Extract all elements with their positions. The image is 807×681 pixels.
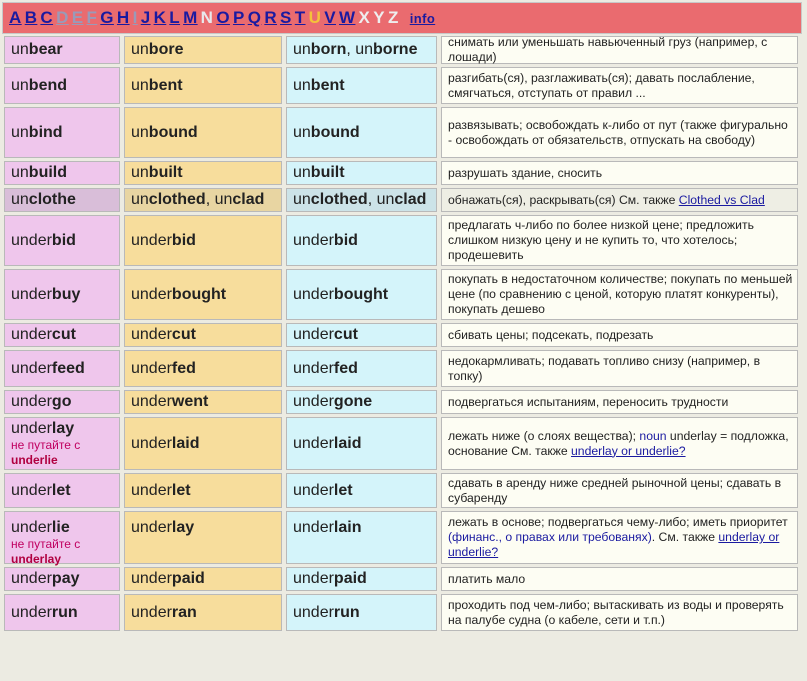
past-participle-cell bbox=[286, 567, 437, 591]
translation-text: развязывать; освобождать к-либо от пут (также фигурально - освобождать от обязательств, отпускать на свободу) bbox=[448, 117, 788, 147]
verb-root: paid bbox=[171, 570, 205, 587]
verb-forms: unborn, unborne bbox=[293, 41, 418, 58]
verb-root: clothed bbox=[148, 191, 206, 208]
past-participle-cell bbox=[286, 269, 437, 320]
verb-root: bent bbox=[148, 76, 183, 94]
verb-forms: unbuilt bbox=[131, 164, 183, 181]
infinitive-cell bbox=[4, 36, 120, 64]
table-row bbox=[2, 350, 804, 390]
translation-cell bbox=[441, 594, 798, 631]
translation-cell bbox=[441, 390, 798, 414]
verb-root: bound bbox=[310, 123, 360, 141]
past-participle-cell bbox=[286, 390, 437, 414]
table-row bbox=[2, 215, 804, 269]
translation-text: подвергаться испытаниям, переносить трудности bbox=[448, 394, 729, 409]
translation-cell bbox=[441, 350, 798, 387]
past-participle-cell bbox=[286, 350, 437, 387]
past-participle-cell bbox=[286, 36, 437, 64]
table-row bbox=[2, 161, 804, 188]
verb-root: run bbox=[51, 603, 78, 621]
infinitive-cell bbox=[4, 107, 120, 158]
verb-root: cut bbox=[333, 326, 358, 343]
verb-root: bought bbox=[171, 285, 227, 303]
verb-forms: unbear bbox=[11, 41, 63, 58]
verb-forms: underpaid bbox=[131, 570, 205, 587]
verb-root: lay bbox=[51, 419, 75, 437]
translation-text: покупать в недостаточном количестве; покупать по меньшей цене (по сравнению с ценой, которую платят конкуренты), покупать дешево bbox=[448, 272, 793, 316]
table-row bbox=[2, 67, 804, 107]
letter-link-k[interactable]: K bbox=[153, 8, 167, 27]
verb-forms: unbore bbox=[131, 41, 184, 58]
table-row bbox=[2, 390, 804, 417]
info-link[interactable]: info bbox=[409, 10, 436, 26]
translation-cell bbox=[441, 323, 798, 347]
translation-cell bbox=[441, 567, 798, 591]
verb-forms: unbuilt bbox=[293, 164, 345, 181]
past-simple-cell bbox=[124, 417, 282, 470]
table-row bbox=[2, 594, 804, 634]
past-participle-cell bbox=[286, 188, 437, 212]
verb-root: bid bbox=[51, 231, 76, 249]
letter-link-v[interactable]: V bbox=[324, 8, 336, 27]
verb-forms: underlain bbox=[293, 519, 362, 536]
letter-link-p[interactable]: P bbox=[232, 8, 245, 27]
infinitive-cell bbox=[4, 188, 120, 212]
verb-forms: undercut bbox=[293, 326, 358, 343]
past-simple-cell bbox=[124, 567, 282, 591]
verb-forms: underbought bbox=[131, 285, 227, 303]
verb-forms: underfeed bbox=[11, 359, 85, 377]
verb-forms: undercut bbox=[11, 326, 76, 343]
past-simple-cell bbox=[124, 67, 282, 104]
verb-root: borne bbox=[373, 41, 418, 58]
verb-root: feed bbox=[51, 359, 85, 377]
verb-forms: undergone bbox=[293, 393, 373, 410]
past-simple-cell bbox=[124, 390, 282, 414]
verb-forms: underfed bbox=[293, 359, 358, 377]
verb-forms: underlaid bbox=[131, 434, 200, 452]
table-row bbox=[2, 107, 804, 161]
verb-root: went bbox=[171, 393, 209, 410]
letter-link-d[interactable]: D bbox=[56, 8, 69, 27]
verb-forms: underwent bbox=[131, 393, 209, 410]
letter-link-b[interactable]: B bbox=[24, 8, 38, 27]
verb-forms: unbind bbox=[11, 123, 63, 141]
verb-forms: underlay bbox=[131, 519, 195, 536]
table-row bbox=[2, 567, 804, 594]
verb-forms: underlaid bbox=[293, 434, 362, 452]
verb-root: born bbox=[310, 41, 347, 58]
past-simple-cell bbox=[124, 107, 282, 158]
past-simple-cell bbox=[124, 511, 282, 564]
translation-text: снимать или уменьшать навьюченный груз (например, с лошади) bbox=[448, 35, 768, 64]
verb-forms: underlet bbox=[293, 481, 353, 499]
verb-root: bind bbox=[28, 123, 63, 141]
verb-root: fed bbox=[333, 359, 358, 377]
past-participle-cell bbox=[286, 323, 437, 347]
see-also-link[interactable]: underlay or underlie? bbox=[448, 530, 780, 559]
verb-forms: underpay bbox=[11, 570, 80, 587]
past-simple-cell bbox=[124, 36, 282, 64]
see-also-link[interactable]: underlay or underlie? bbox=[571, 443, 686, 458]
letter-link-x: X bbox=[358, 8, 371, 27]
verb-forms: undergo bbox=[11, 393, 72, 410]
past-simple-cell bbox=[124, 473, 282, 508]
verb-forms: underran bbox=[131, 603, 197, 621]
letter-link-n: N bbox=[200, 8, 214, 27]
verb-root: bought bbox=[333, 285, 389, 303]
letter-link-j[interactable]: J bbox=[140, 8, 151, 27]
verb-root: clad bbox=[232, 191, 265, 208]
table-row bbox=[2, 36, 804, 67]
past-simple-cell bbox=[124, 215, 282, 266]
translation-cell bbox=[441, 161, 798, 185]
verb-root: bent bbox=[310, 76, 345, 94]
past-participle-cell bbox=[286, 594, 437, 631]
past-simple-cell bbox=[124, 188, 282, 212]
verb-root: run bbox=[333, 603, 360, 621]
verb-root: bore bbox=[148, 41, 184, 58]
verb-root: clothe bbox=[28, 191, 76, 208]
verb-root: bid bbox=[171, 231, 196, 249]
verb-root: lay bbox=[171, 519, 195, 536]
past-participle-cell bbox=[286, 511, 437, 564]
verb-forms: unclothed, unclad bbox=[293, 191, 427, 208]
verb-root: let bbox=[333, 481, 353, 499]
translation-cell bbox=[441, 473, 798, 508]
letter-link-z: Z bbox=[387, 8, 399, 27]
translation-text: разрушать здание, сносить bbox=[448, 165, 603, 180]
verb-forms: underlet bbox=[131, 481, 191, 499]
letter-link-f[interactable]: F bbox=[86, 8, 98, 27]
confusion-word: underlie bbox=[11, 452, 58, 467]
verb-root: built bbox=[310, 164, 345, 181]
letter-link-g[interactable]: G bbox=[100, 8, 114, 27]
verb-root: laid bbox=[171, 434, 200, 452]
table-row bbox=[2, 188, 804, 215]
confusion-note: не путайте с underlie bbox=[11, 437, 81, 467]
verb-forms: underbid bbox=[11, 231, 76, 249]
verb-forms: underlie bbox=[11, 519, 70, 536]
verb-root: gone bbox=[333, 393, 373, 410]
verb-forms: underlay bbox=[11, 419, 75, 437]
verb-root: built bbox=[148, 164, 183, 181]
grammar-label: noun bbox=[639, 428, 667, 443]
verb-root: paid bbox=[333, 570, 367, 587]
verb-root: laid bbox=[333, 434, 362, 452]
confusion-word: underlay bbox=[11, 552, 62, 566]
verb-root: go bbox=[51, 393, 72, 410]
verb-forms: unbent bbox=[131, 76, 183, 94]
verb-root: ran bbox=[171, 603, 197, 621]
letter-link-l[interactable]: L bbox=[169, 8, 181, 27]
translation-cell bbox=[441, 188, 798, 212]
infinitive-cell bbox=[4, 390, 120, 414]
past-participle-cell bbox=[286, 107, 437, 158]
past-simple-cell bbox=[124, 594, 282, 631]
letter-link-y: Y bbox=[373, 8, 385, 27]
verb-root: let bbox=[171, 481, 191, 499]
irregular-verbs-table bbox=[2, 36, 804, 634]
infinitive-cell bbox=[4, 473, 120, 508]
alphabet-nav bbox=[2, 2, 802, 34]
infinitive-cell bbox=[4, 323, 120, 347]
verb-root: cut bbox=[51, 326, 76, 343]
verb-root: build bbox=[28, 164, 68, 181]
table-row bbox=[2, 269, 804, 323]
verb-forms: underlet bbox=[11, 481, 71, 499]
verb-forms: unbound bbox=[131, 123, 198, 141]
translation-text: недокармливать; подавать топливо снизу (например, в топку) bbox=[448, 353, 761, 383]
verb-root: fed bbox=[171, 359, 196, 377]
table-row bbox=[2, 417, 804, 473]
verb-root: bear bbox=[28, 41, 63, 58]
infinitive-cell bbox=[4, 511, 120, 564]
infinitive-cell bbox=[4, 594, 120, 631]
translation-cell bbox=[441, 511, 798, 564]
letter-link-e[interactable]: E bbox=[71, 8, 84, 27]
verb-root: let bbox=[51, 481, 71, 499]
translation-text: лежать ниже (о слоях вещества); noun underlay = подложка, основание См. также underlay or underlie? bbox=[448, 428, 789, 458]
translation-text: разгибать(ся), разглаживать(ся); давать послабление, смягчаться, отступать от правил ... bbox=[448, 70, 755, 100]
letter-link-c[interactable]: C bbox=[40, 8, 54, 27]
verb-root: clothed bbox=[310, 191, 368, 208]
table-row bbox=[2, 473, 804, 511]
translation-text: проходить под чем-либо; вытаскивать из воды и проверять на палубе судна (о кабеле, сети и т.п.) bbox=[448, 597, 784, 627]
letter-link-m[interactable]: M bbox=[183, 8, 198, 27]
letter-link-u[interactable]: U bbox=[308, 8, 322, 27]
past-participle-cell bbox=[286, 215, 437, 266]
verb-root: bound bbox=[148, 123, 198, 141]
infinitive-cell bbox=[4, 417, 120, 470]
verb-forms: unclothe bbox=[11, 191, 76, 208]
verb-root: bid bbox=[333, 231, 358, 249]
verb-forms: underbought bbox=[293, 285, 389, 303]
past-simple-cell bbox=[124, 323, 282, 347]
grammar-label: (финанс., о правах или требованях) bbox=[448, 530, 652, 544]
letter-link-o[interactable]: O bbox=[216, 8, 230, 27]
table-row bbox=[2, 323, 804, 350]
verb-forms: underrun bbox=[293, 603, 360, 621]
past-simple-cell bbox=[124, 161, 282, 185]
letter-link-s[interactable]: S bbox=[280, 8, 292, 27]
verb-forms: unclothed, unclad bbox=[131, 191, 265, 208]
verb-forms: underbid bbox=[293, 231, 358, 249]
letter-link-t[interactable]: T bbox=[294, 8, 306, 27]
translation-cell bbox=[441, 36, 798, 64]
verb-root: lain bbox=[333, 519, 362, 536]
translation-text: лежать в основе; подвергаться чему-либо; иметь приоритет (финанс., о правах или требованях). См. также underlay or underlie? bbox=[448, 515, 788, 559]
verb-root: clad bbox=[394, 191, 427, 208]
past-participle-cell bbox=[286, 417, 437, 470]
translation-cell bbox=[441, 269, 798, 320]
see-also-link[interactable]: Clothed vs Clad bbox=[678, 192, 765, 207]
verb-forms: underrun bbox=[11, 603, 78, 621]
translation-cell bbox=[441, 107, 798, 158]
verb-root: pay bbox=[51, 570, 80, 587]
verb-forms: unbent bbox=[293, 76, 345, 94]
verb-forms: undercut bbox=[131, 326, 196, 343]
letter-link-q[interactable]: Q bbox=[247, 8, 262, 27]
verb-forms: unbuild bbox=[11, 164, 68, 181]
verb-forms: underpaid bbox=[293, 570, 367, 587]
verb-root: lie bbox=[51, 519, 70, 536]
verb-forms: unbend bbox=[11, 76, 68, 94]
past-participle-cell bbox=[286, 473, 437, 508]
verb-forms: unbound bbox=[293, 123, 360, 141]
translation-cell bbox=[441, 215, 798, 266]
translation-cell bbox=[441, 417, 798, 470]
past-simple-cell bbox=[124, 350, 282, 387]
translation-text: обнажать(ся), раскрывать(ся) См. также Clothed vs Clad bbox=[448, 192, 765, 207]
letter-link-i[interactable]: I bbox=[132, 8, 138, 27]
translation-cell bbox=[441, 67, 798, 104]
verb-root: bend bbox=[28, 76, 68, 94]
verb-forms: underbid bbox=[131, 231, 196, 249]
infinitive-cell bbox=[4, 67, 120, 104]
past-participle-cell bbox=[286, 67, 437, 104]
infinitive-cell bbox=[4, 269, 120, 320]
past-participle-cell bbox=[286, 161, 437, 185]
translation-text: сбивать цены; подсекать, подрезать bbox=[448, 327, 654, 342]
translation-text: предлагать ч-либо по более низкой цене; предложить слишком низкую цену и не купить то, что хотелось; продешевить bbox=[448, 218, 754, 262]
past-simple-cell bbox=[124, 269, 282, 320]
infinitive-cell bbox=[4, 567, 120, 591]
letter-link-a[interactable]: A bbox=[9, 8, 22, 27]
translation-text: платить мало bbox=[448, 571, 526, 586]
verb-root: cut bbox=[171, 326, 196, 343]
letter-link-h[interactable]: H bbox=[116, 8, 130, 27]
infinitive-cell bbox=[4, 161, 120, 185]
confusion-note: не путайте с underlay bbox=[11, 537, 81, 566]
infinitive-cell bbox=[4, 350, 120, 387]
verb-forms: underbuy bbox=[11, 285, 81, 303]
table-row bbox=[2, 511, 804, 567]
translation-text: сдавать в аренду ниже средней рыночной цены; сдавать в субаренду bbox=[448, 475, 782, 505]
verb-forms: underfed bbox=[131, 359, 196, 377]
letter-link-r[interactable]: R bbox=[264, 8, 278, 27]
letter-link-w[interactable]: W bbox=[339, 8, 356, 27]
infinitive-cell bbox=[4, 215, 120, 266]
verb-root: buy bbox=[51, 285, 81, 303]
